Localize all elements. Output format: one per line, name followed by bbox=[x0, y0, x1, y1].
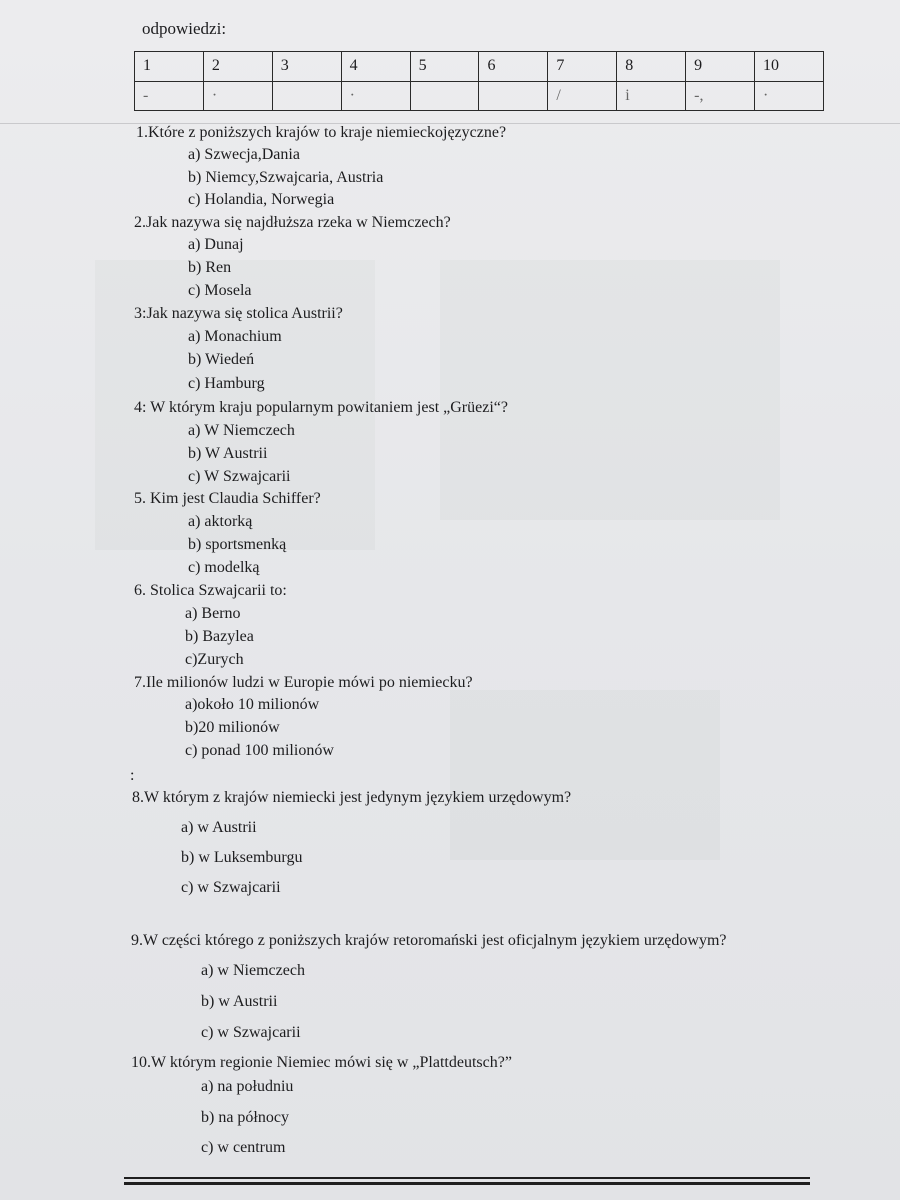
answer-number: 4 bbox=[341, 52, 410, 82]
answer-mark-cell[interactable]: · bbox=[203, 81, 272, 111]
question-6-option-b: b) Bazylea bbox=[185, 628, 254, 645]
question-3-option-a: a) Monachium bbox=[188, 328, 282, 345]
answer-mark-cell[interactable]: / bbox=[548, 81, 617, 111]
question-5-option-c: c) modelką bbox=[188, 559, 260, 576]
bottom-rule bbox=[124, 1182, 810, 1185]
question-2-option-a: a) Dunaj bbox=[188, 236, 244, 253]
question-1-option-b: b) Niemcy,Szwajcaria, Austria bbox=[188, 169, 384, 186]
answer-number: 6 bbox=[479, 52, 548, 82]
question-3: 3:Jak nazywa się stolica Austrii? bbox=[134, 305, 343, 322]
answer-mark-cell[interactable]: - bbox=[135, 81, 204, 111]
question-1: 1.Które z poniższych krajów to kraje niemieckojęzyczne? bbox=[136, 124, 507, 141]
question-4-option-a: a) W Niemczech bbox=[188, 422, 295, 439]
answer-mark-cell[interactable]: · bbox=[755, 81, 824, 111]
question-8-option-b: b) w Luksemburgu bbox=[181, 849, 303, 866]
stray-mark: : bbox=[130, 767, 135, 784]
question-1-option-c: c) Holandia, Norwegia bbox=[188, 191, 335, 208]
question-5: 5. Kim jest Claudia Schiffer? bbox=[134, 490, 321, 507]
show-through bbox=[450, 690, 720, 860]
answer-number: 9 bbox=[686, 52, 755, 82]
question-8: 8.W którym z krajów niemiecki jest jedynym językiem urzędowym? bbox=[132, 789, 572, 806]
question-10-option-b: b) na północy bbox=[201, 1109, 289, 1126]
answer-mark-cell[interactable]: i bbox=[617, 81, 686, 111]
bottom-rule bbox=[124, 1177, 810, 1179]
answer-mark-cell[interactable] bbox=[410, 81, 479, 111]
answer-mark-row bbox=[135, 81, 824, 111]
answer-number: 2 bbox=[203, 52, 272, 82]
question-1-option-a: a) Szwecja,Dania bbox=[188, 146, 300, 163]
question-7-option-a: a)około 10 milionów bbox=[185, 696, 320, 713]
question-6: 6. Stolica Szwajcarii to: bbox=[134, 582, 287, 599]
answer-number: 10 bbox=[755, 52, 824, 82]
show-through bbox=[440, 260, 780, 520]
question-7-option-b: b)20 milionów bbox=[185, 719, 280, 736]
answer-mark-cell[interactable] bbox=[272, 81, 341, 111]
answer-number: 7 bbox=[548, 52, 617, 82]
question-5-option-a: a) aktorką bbox=[188, 513, 253, 530]
question-3-option-b: b) Wiedeń bbox=[188, 351, 255, 368]
question-4: 4: W którym kraju popularnym powitaniem jest „Grüezi“? bbox=[134, 399, 508, 416]
answer-number: 3 bbox=[272, 52, 341, 82]
question-6-option-c: c)Zurych bbox=[185, 651, 244, 668]
question-9-option-b: b) w Austrii bbox=[201, 993, 278, 1010]
question-10: 10.W którym regionie Niemiec mówi się w „Plattdeutsch?” bbox=[131, 1054, 512, 1071]
question-3-option-c: c) Hamburg bbox=[188, 375, 265, 392]
answer-number-row bbox=[135, 52, 824, 82]
question-4-option-c: c) W Szwajcarii bbox=[188, 468, 291, 485]
answer-number: 5 bbox=[410, 52, 479, 82]
answer-mark-cell[interactable]: · bbox=[341, 81, 410, 111]
question-6-option-a: a) Berno bbox=[185, 605, 241, 622]
answer-number: 8 bbox=[617, 52, 686, 82]
question-2-option-c: c) Mosela bbox=[188, 282, 252, 299]
question-7-option-c: c) ponad 100 milionów bbox=[185, 742, 334, 759]
question-7: 7.Ile milionów ludzi w Europie mówi po niemiecku? bbox=[134, 674, 473, 691]
answer-mark-cell[interactable]: -, bbox=[686, 81, 755, 111]
answer-number: 1 bbox=[135, 52, 204, 82]
question-9: 9.W części którego z poniższych krajów retoromański jest oficjalnym językiem urzędowym? bbox=[131, 932, 727, 949]
answer-table bbox=[134, 51, 824, 111]
question-8-option-a: a) w Austrii bbox=[181, 819, 257, 836]
answer-label: odpowiedzi: bbox=[142, 19, 227, 38]
question-9-option-c: c) w Szwajcarii bbox=[201, 1024, 301, 1041]
question-8-option-c: c) w Szwajcarii bbox=[181, 879, 281, 896]
question-2: 2.Jak nazywa się najdłuższa rzeka w Niemczech? bbox=[134, 214, 451, 231]
question-10-option-c: c) w centrum bbox=[201, 1139, 286, 1156]
question-5-option-b: b) sportsmenką bbox=[188, 536, 287, 553]
question-4-option-b: b) W Austrii bbox=[188, 445, 268, 462]
answer-mark-cell[interactable] bbox=[479, 81, 548, 111]
question-9-option-a: a) w Niemczech bbox=[201, 962, 305, 979]
question-2-option-b: b) Ren bbox=[188, 259, 232, 276]
question-10-option-a: a) na południu bbox=[201, 1078, 294, 1095]
